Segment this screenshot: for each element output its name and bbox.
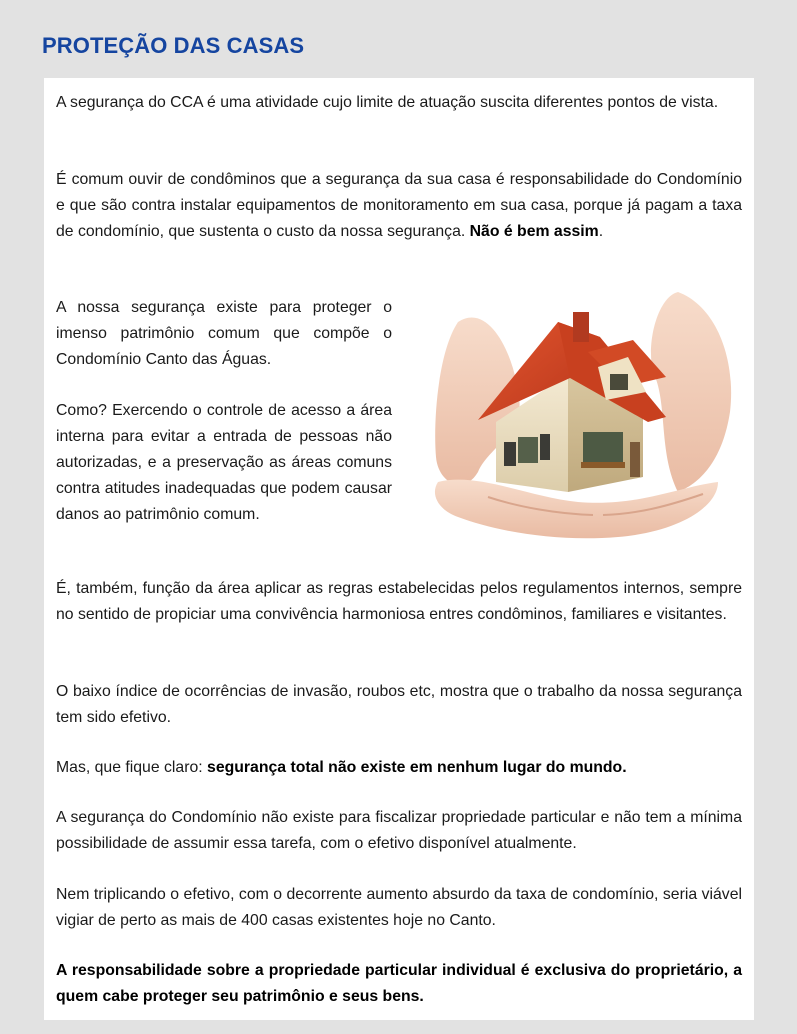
paragraph-common-opinion-emphasis: Não é bem assim bbox=[469, 223, 599, 240]
paragraph-intro: A segurança do CCA é uma atividade cujo limite de atuação suscita diferentes pontos de vista. bbox=[56, 94, 719, 111]
page-title: PROTEÇÃO DAS CASAS bbox=[42, 33, 305, 58]
paragraph-effective: O baixo índice de ocorrências de invasão, roubos etc, mostra que o trabalho da nossa segurança tem sido efetivo. bbox=[56, 683, 742, 726]
paragraph-warning-text: Mas, que fique claro: bbox=[56, 759, 203, 776]
house-in-hands-image bbox=[418, 282, 736, 544]
paragraph-common-opinion bbox=[56, 167, 742, 245]
paragraph-staffing: Nem triplicando o efetivo, com o decorrente aumento absurdo da taxa de condomínio, seria viável vigiar de perto as mais de 400 casas existentes hoje no Canto. bbox=[56, 886, 742, 929]
paragraph-common-opinion-text: É comum ouvir de condôminos que a segurança da sua casa é responsabilidade do Condomínio e que são contra instalar equipamentos de monitoramento em sua casa, porque já pagam a taxa de condomínio, que sustenta o custo da nossa segurança. bbox=[56, 171, 742, 240]
paragraph-warning-emphasis: segurança total não existe em nenhum lugar do mundo. bbox=[207, 759, 627, 776]
article-card bbox=[44, 78, 754, 1020]
paragraph-rules: É, também, função da área aplicar as regras estabelecidas pelos regulamentos internos, sempre no sentido de propiciar uma convivência harmoniosa entres condôminos, familiares e visitantes. bbox=[56, 580, 742, 623]
paragraph-owner-responsibility bbox=[56, 958, 742, 1010]
paragraph-owner-responsibility-emphasis: A responsabilidade sobre a propriedade particular individual é exclusiva do proprietário, a quem cabe proteger seu patrimônio e seus bens. bbox=[56, 962, 742, 1005]
paragraph-private-property: A segurança do Condomínio não existe para fiscalizar propriedade particular e não tem a mínima possibilidade de assumir essa tarefa, com o efetivo disponível atualmente. bbox=[56, 809, 742, 852]
paragraph-warning bbox=[56, 755, 742, 781]
paragraph-common-opinion-period: . bbox=[598, 223, 604, 240]
paragraph-how: Como? Exercendo o controle de acesso a área interna para evitar a entrada de pessoas não autorizadas, e a preservação as áreas comuns contra atitudes inadequadas que podem causar danos ao patrimônio comum. bbox=[56, 402, 392, 523]
paragraph-purpose: A nossa segurança existe para proteger o imenso patrimônio comum que compõe o Condomínio Canto das Águas. bbox=[56, 299, 392, 368]
